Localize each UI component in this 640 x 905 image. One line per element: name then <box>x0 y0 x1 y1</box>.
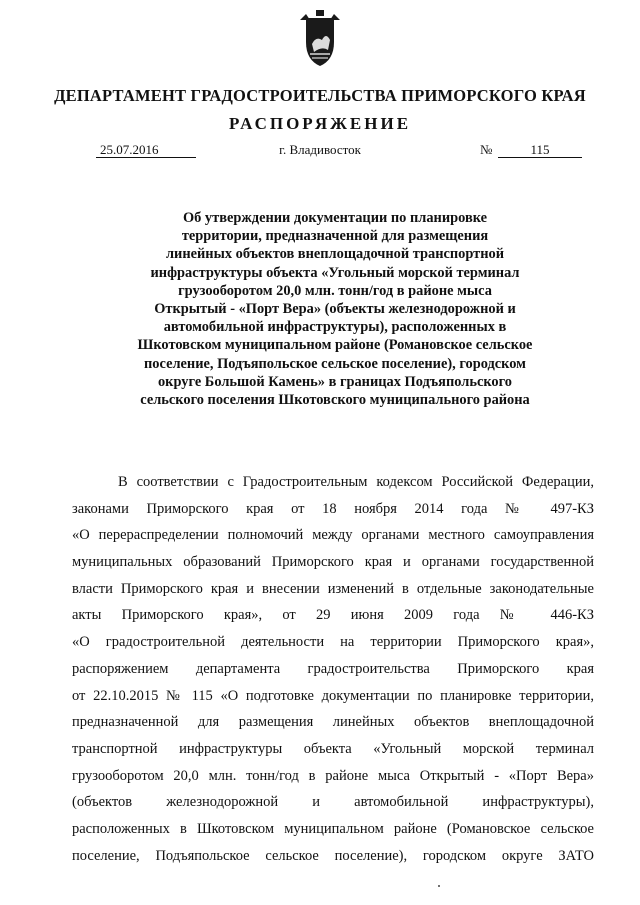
subject-line: Об утверждении документации по планировке <box>182 210 488 226</box>
body-line: поселение, Подъяпольское сельское поселение), городском округе ЗАТО <box>72 847 594 864</box>
document-city: г. Владивосток <box>279 142 361 157</box>
subject-line: Шкотовском муниципальном районе (Романовское сельское <box>137 337 533 354</box>
subject-line: территории, предназначенной для размещения <box>181 228 489 245</box>
body-line: власти Приморского края и внесении изменений в отдельные законодательные <box>72 580 594 597</box>
body-line: предназначенной для размещения линейных объектов внеплощадочной <box>72 714 594 731</box>
subject-line: сельского поселения Шкотовского муниципального района <box>140 392 530 409</box>
subject-line: грузооборотом 20,0 млн. тонн/год в районе мыса <box>178 282 492 299</box>
subject-line: Открытый - «Порт Вера» (объекты железнодорожной и <box>154 301 516 318</box>
subject-line: инфраструктуры объекта «Угольный морской терминал <box>150 264 520 281</box>
body-line: муниципальных образований Приморского края и органами государственной <box>72 554 594 571</box>
page-mark <box>438 885 440 887</box>
body-line: «О перераспределении полномочий между органами местного самоуправления <box>72 527 594 544</box>
document-type: РАСПОРЯЖЕНИЕ <box>228 114 412 133</box>
body-line: В соответствии с Градостроительным кодексом Российской Федерации, <box>118 474 594 490</box>
body-line: расположенных в Шкотовском муниципальном районе (Романовское сельское <box>72 820 594 837</box>
body-line: (объектов железнодорожной и автомобильной инфраструктуры), <box>72 794 594 811</box>
department-title: ДЕПАРТАМЕНТ ГРАДОСТРОИТЕЛЬСТВА ПРИМОРСКОГО КРАЯ <box>54 86 586 105</box>
body-line: от 22.10.2015 № 115 «О подготовке документации по планировке территории, <box>72 687 594 704</box>
primorsky-coat-of-arms-icon <box>296 10 344 70</box>
body-line: «О градостроительной деятельности на территории Приморского края», <box>72 634 594 651</box>
document-subject <box>100 209 570 409</box>
body-line: грузооборотом 20,0 млн. тонн/год в районе мыса Открытый - «Порт Вера» <box>72 767 594 784</box>
document-body <box>72 469 594 869</box>
subject-line: линейных объектов внеплощадочной транспортной <box>165 246 505 263</box>
body-line: распоряжением департамента градостроительства Приморского края <box>72 660 594 677</box>
subject-line: поселение, Подъяпольское сельское поселение), городском <box>144 355 526 372</box>
body-line: транспортной инфраструктуры объекта «Угольный морской терминал <box>72 740 594 757</box>
document-number: 115 <box>498 142 582 158</box>
subject-line: округе Большой Камень» в границах Подъяпольского <box>157 373 513 390</box>
number-label: № <box>480 142 493 157</box>
body-line: законами Приморского края от 18 ноября 2014 года № 497-КЗ <box>72 500 594 517</box>
body-line: акты Приморского края», от 29 июня 2009 года № 446-КЗ <box>72 607 594 624</box>
subject-line: автомобильной инфраструктуры), расположенных в <box>163 319 507 336</box>
document-date: 25.07.2016 <box>96 142 196 158</box>
